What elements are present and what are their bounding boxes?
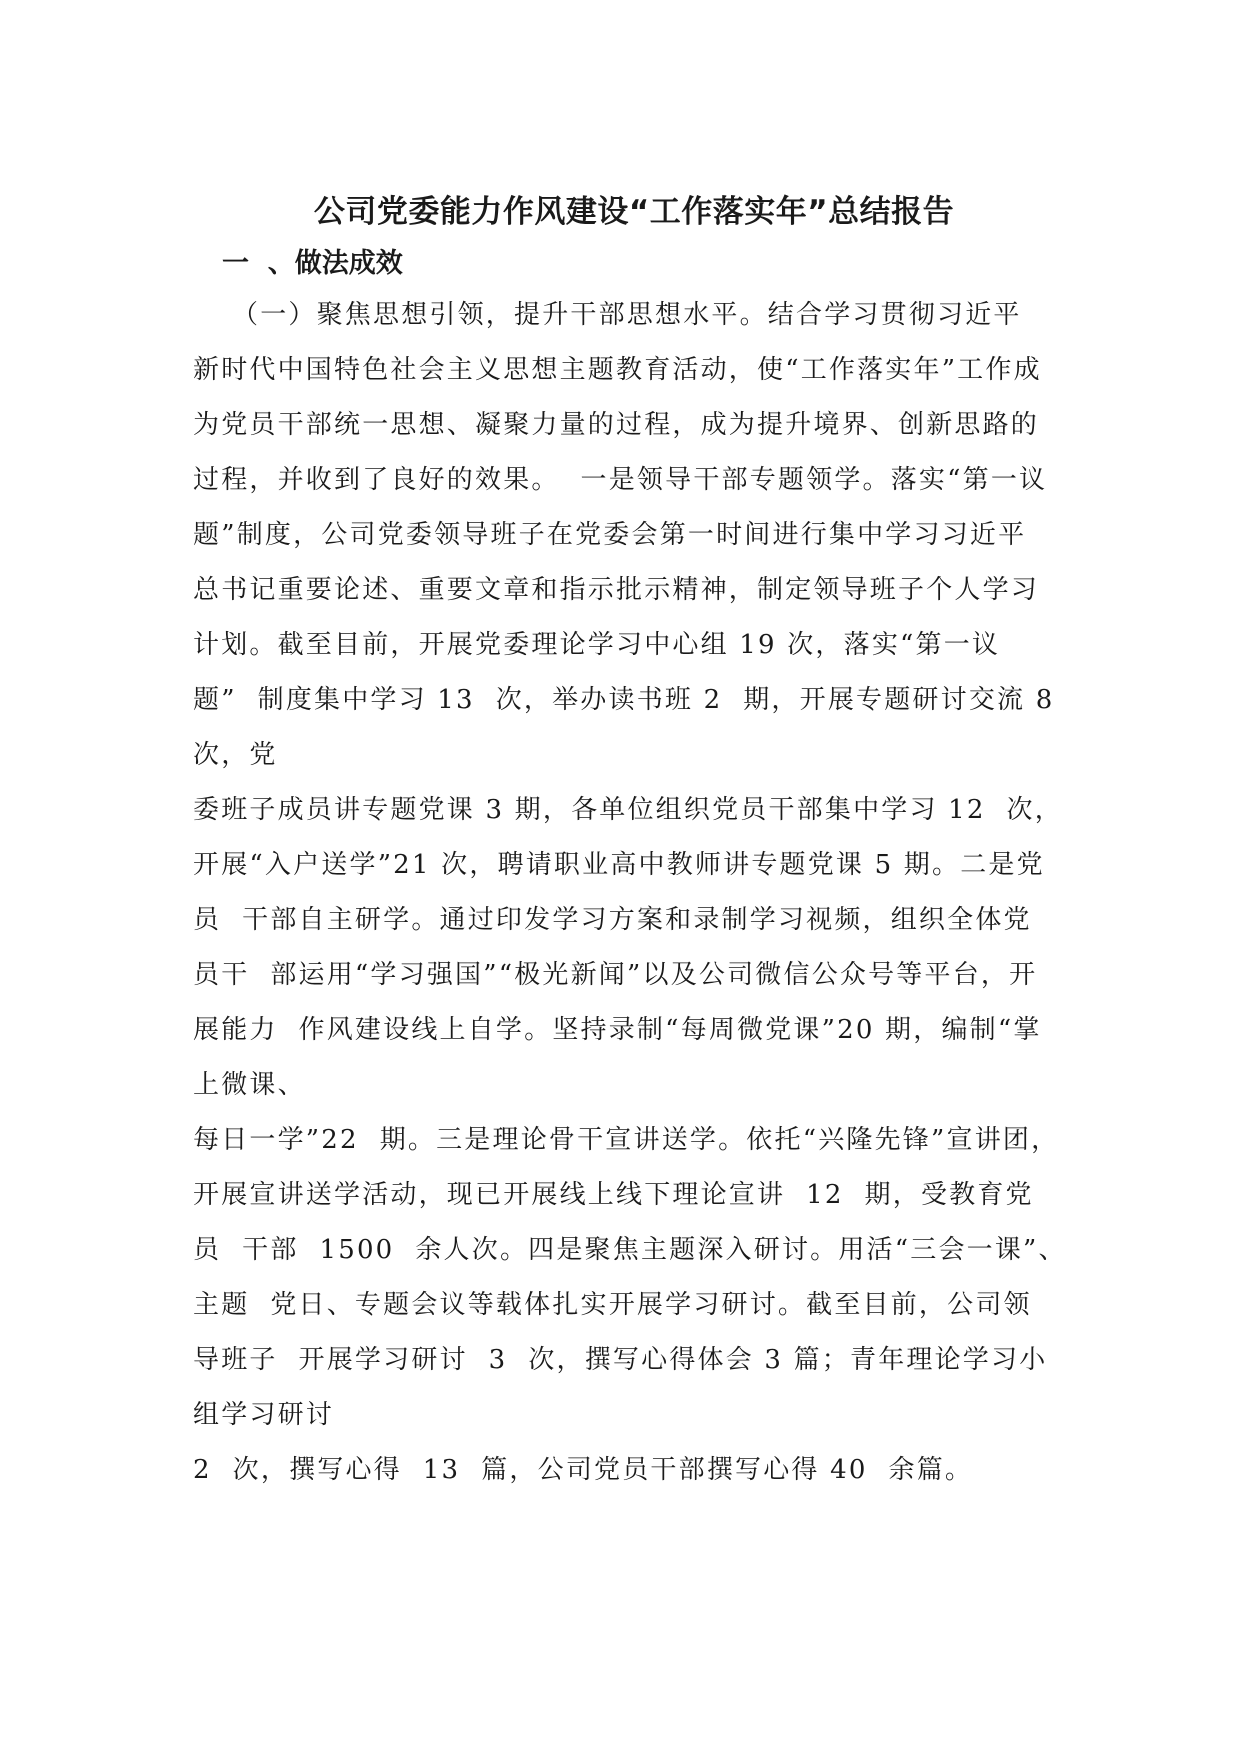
body-line: 每日一学”22 期。三是理论骨干宣讲送学。依托“兴隆先锋”宣讲团， (193, 1125, 1060, 1155)
body-line: 员 干部 1500 余人次。四是聚焦主题深入研讨。用活“三会一课”、 (193, 1235, 1067, 1265)
section-heading: 一 、做法成效 (222, 248, 403, 279)
body-line: 题”制度，公司党委领导班子在党委会第一时间进行集中学习习近平 (193, 520, 1027, 550)
document-title: 公司党委能力作风建设“工作落实年”总结报告 (313, 194, 955, 230)
body-line: 员干 部运用“学习强国”“极光新闻”以及公司微信公众号等平台，开 (193, 960, 1038, 990)
body-line: 委班子成员讲专题党课 3 期，各单位组织党员干部集中学习 12 次， (193, 795, 1063, 825)
body-line: 题” 制度集中学习 13 次，举办读书班 2 期，开展专题研讨交流 8 (193, 685, 1055, 715)
body-line: 导班子 开展学习研讨 3 次，撰写心得体会 3 篇；青年理论学习小 (193, 1345, 1048, 1375)
body-line: 展能力 作风建设线上自学。坚持录制“每周微党课”20 期，编制“掌 (193, 1015, 1042, 1045)
body-line: 计划。截至目前，开展党委理论学习中心组 19 次，落实“第一议 (193, 630, 1001, 660)
body-line: 总书记重要论述、重要文章和指示批示精神，制定领导班子个人学习 (193, 575, 1040, 605)
body-line: 开展“入户送学”21 次，聘请职业高中教师讲专题党课 5 期。二是党 (193, 850, 1045, 880)
body-line: 次，党 (193, 740, 278, 770)
body-line: 2 次，撰写心得 13 篇，公司党员干部撰写心得 40 余篇。 (193, 1455, 974, 1485)
body-line: 为党员干部统一思想、凝聚力量的过程，成为提升境界、创新思路的 (193, 410, 1040, 440)
body-line: 过程，并收到了良好的效果。 一是领导干部专题领学。落实“第一议 (193, 465, 1048, 495)
body-line: 组学习研讨 (193, 1400, 335, 1430)
body-line: 上微课、 (193, 1070, 306, 1100)
body-line: 员 干部自主研学。通过印发学习方案和录制学习视频，组织全体党 (193, 905, 1032, 935)
body-line: 新时代中国特色社会主义思想主题教育活动，使“工作落实年”工作成 (193, 355, 1042, 385)
body-line: （一）聚焦思想引领，提升干部思想水平。结合学习贯彻习近平 (232, 300, 1022, 330)
body-line: 开展宣讲送学活动，现已开展线上线下理论宣讲 12 期，受教育党 (193, 1180, 1034, 1210)
body-line: 主题 党日、专题会议等载体扎实开展学习研讨。截至目前，公司领 (193, 1290, 1032, 1320)
